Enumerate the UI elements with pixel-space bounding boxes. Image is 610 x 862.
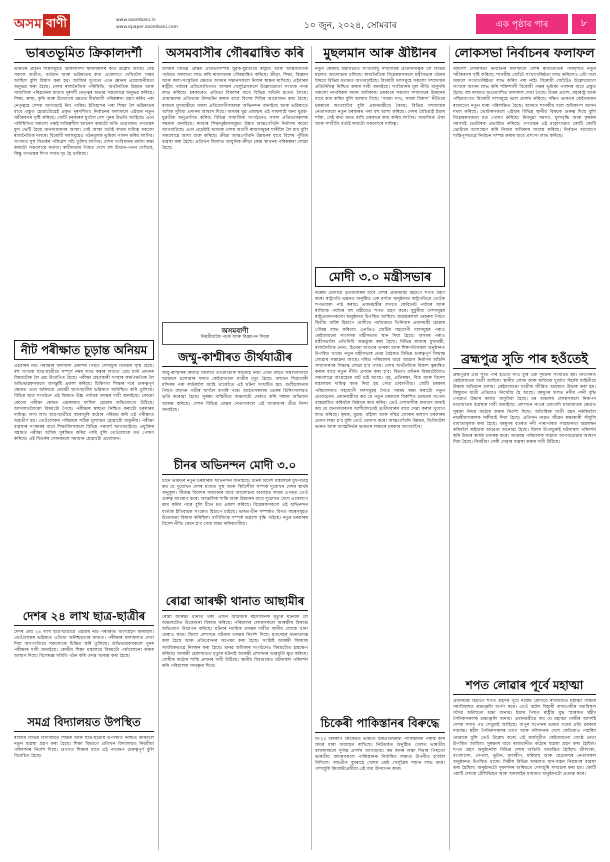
- article-body: অষ্টাদশ লোকসভা নিৰ্বাচনৰ ফলাফলে দেশৰ ৰাজনৈতিক পৰিদৃশ্যত নতুন সমীকৰণৰ সৃষ্টি কৰিছে। শাসকীয় জোঁটে সংখ্যাগৰিষ্ঠতা লাভ কৰিলেও এটা দলে অকলে সংখ্যাগৰিষ্ঠতা লাভ কৰিব পৰা নাই। বিৰোধী জোঁটেও উল্লেখযোগ্য সংখ্যক আসন লাভ কৰি শক্তিশালী বিৰোধী পক্ষৰ ভূমিকা পালনৰ বাবে প্ৰস্তুত হৈছে। বহু ৰাজ্যত অপ্ৰত্যাশিত ফলাফল দেখা গৈছে। উত্তৰ প্ৰদেশ, মহাৰাষ্ট্ৰ আৰু পশ্চিমবংগত বিৰোধী দলসমূহে ভাল প্ৰদৰ্শন কৰিছে। দক্ষিণ ভাৰতৰ কেইখনমান ৰাজ্যতো নতুন ধাৰা পৰিলক্ষিত হৈছে। অসমত শাসকীয় দলে অধিকাংশ আসন দখল কৰিছে। ভোটাৰসকলে এইবাৰ বিভিন্ন স্থানীয় বিষয়ক গুৰুত্ব দিছে বুলি বিশ্লেষকসকলে মত পোষণ কৰিছে। নিবনুৱা সমস্যা, মূল্যবৃদ্ধি আৰু কৃষকৰ সমস্যাই ভোটাৰক প্ৰভাৱিত কৰিছে। গণতন্ত্ৰৰ এই মহোৎসৱত কোটি কোটি ভোটাৰে অংশগ্ৰহণ কৰি নিজৰ অধিকাৰ সাব্যস্ত কৰিছে। নিৰ্বাচন আয়োগে শান্তিপূৰ্ণভাৱে নিৰ্বাচন সম্পন্ন কৰাৰ বাবে প্ৰশংসা লাভ কৰিছে।: [453, 67, 596, 140]
- headline[interactable]: জম্মু-কাশ্মীৰত তীৰ্থযাত্ৰীৰ: [162, 350, 308, 367]
- headline[interactable]: লোকসভা নিৰ্বাচনৰ ফলাফল: [453, 46, 596, 63]
- article-body: ৰোৱা আৰক্ষী থানাত থকা এজন আচামীৰ ৰহস্যজনক মৃত্যুৰ ঘটনাক লৈ অঞ্চলটোত উত্তেজনা বিৰাজ কৰিছে। পৰিয়ালৰ লোকসকলে আৰক্ষীৰ বিৰুদ্ধে অভিযোগ উত্থাপন কৰিছে। ঘটনাৰ ন্যায়িক তদন্তৰ দাবীত স্থানীয় লোকে থানা ঘেৰাও কৰে। জিলা প্ৰশাসনে ঘটনাৰ তদন্তৰ নিৰ্দেশ দিছে। মৃতদেহৰ ময়নাতদন্ত কৰা হৈছে আৰু প্ৰতিবেদনৰ অপেক্ষা কৰা হৈছে। সংশ্লিষ্ট আৰক্ষী বিষয়াক সাময়িকভাৱে নিলম্বন কৰা হৈছে। মানৱ অধিকাৰ সংগঠনেও বিষয়টোত হস্তক্ষেপ কৰিছে। আৰক্ষী হেফাজতত মৃত্যুৰ ঘটনাই আৰক্ষী প্ৰশাসনৰ ভাৱমূৰ্তি ক্ষুণ্ণ কৰিছে। দোষীক কঠোৰ শাস্তি প্ৰদানৰ দাবী উঠিছে। স্থানীয় বিধায়কেও ঘটনাস্থল পৰিদৰ্শন কৰি পৰিয়ালক সান্ত্বনা দিয়ে।: [162, 615, 308, 669]
- article-body: ব্ৰহ্মপুত্ৰৰ এটা সুঁতি পাৰ হওঁতে নাও বুৰি এক দুৰ্ঘটনা সংঘটিত হয়। নাওখনত কেইবাজনো যাত্ৰী আছিল। স্থানীয় লোক আৰু ৰাজ্যিক দুৰ্যোগ সঁহাৰি বাহিনীয়ে উদ্ধাৰ অভিযান চলায়। কেইবাজনো যাত্ৰীক জীৱিত অৱস্থাত উদ্ধাৰ কৰা হয়। কিছুমান যাত্ৰী এতিয়াও নিখোঁজ হৈ আছে। বৰষুণৰ ফলত নদীৰ পানী বৃদ্ধি পোৱাত উদ্ধাৰ কাৰ্যত অসুবিধা হৈছে। চৰ অঞ্চলৰ লোকসকলে নিৰাপদ যাতায়াতৰ ব্যৱস্থাৰ দাবী জনাইছে। প্ৰশাসনে নাওৰ যোগেদি যাতায়াতৰ ক্ষেত্ৰত সুৰক্ষা নিয়ম কঠোৰ কৰাৰ নিৰ্দেশ দিছে। অতিৰিক্ত যাত্ৰী বহন নকৰিবলৈ নাৱৰীয়াসকলক সকীয়াই দিয়া হৈছে। প্ৰতিখন নাৱত জীৱন ৰক্ষাকাৰী সঁজুলি বাধ্যতামূলক কৰা হৈছে। বৰষুণৰ বতৰত নদী পাৰাপাৰত সাৱধানতা অৱলম্বন কৰিবলৈ ৰাইজক আহ্বান জনোৱা হৈছে। জিলা উপায়ুক্তই ঘটনাস্থল পৰিদৰ্শন কৰি উদ্ধাৰ কাৰ্যৰ তদাৰক কৰে। আক্ৰান্ত পৰিয়ালক সাহায্য আগবঢ়োৱাৰ আশ্বাস দিয়া হৈছে। নিয়মীয়া ফেৰী সেৱাৰ ব্যৱস্থা কৰাৰ দাবী উঠিছে।: [453, 373, 596, 446]
- headline[interactable]: মুছলমান আৰু খ্ৰীষ্টানৰ: [315, 46, 445, 63]
- advertisement[interactable]: [162, 322, 308, 345]
- page-label-banner: এক পৃষ্ঠাৰ পাৰ: [476, 14, 568, 34]
- masthead: [14, 14, 596, 36]
- article-body: নতুন কেন্দ্ৰীয় মন্ত্ৰীসভাত সংখ্যালঘু সম্প্ৰদায়ৰ প্ৰতিনিধিত্বক লৈ বিভিন্ন মহলত আলোচনা চলিছে। ৰাজনৈতিক বিশ্লেষকসকলে মন্ত্ৰীসভাৰ গঠনৰ বিষয়ে বিভিন্ন মতামত আগবঢ়াইছে। বিৰোধী দলসমূহে সকলো সম্প্ৰদায়ৰ প্ৰতিনিধিত্ব নিশ্চিত কৰাৰ দাবী জনাইছে। সংবিধানৰ মূল নীতি অনুসৰি সকলো নাগৰিকৰ সমান অধিকাৰ। চৰকাৰে সকলো সম্প্ৰদায়ৰ উন্নয়নৰ বাবে কাম কৰিব বুলি আশ্বাস দিছে। ‘সবকা সাথ, সবকা বিকাশ’ নীতিৰে চৰকাৰে আগবাঢ়িব বুলি প্ৰধানমন্ত্ৰীয়ে কৈছে। বিভিন্ন সম্প্ৰদায়ৰ নেতাসকলে নতুন চৰকাৰৰ পৰা বহু আশা কৰিছে। দেশৰ বৈচিত্ৰ্যই ইয়াৰ শক্তি, সেই কথা মনত ৰাখি চৰকাৰে কাম কৰিব লাগিব। সামাজিক ঐক্য আৰু সম্প্ৰীতি বৰ্তাই ৰখাটো সকলোৰে দায়িত্ব।: [315, 67, 445, 127]
- headline[interactable]: দেশৰ ২৪ লাখ ছাত্ৰ-ছাত্ৰীৰ: [14, 609, 154, 626]
- column-3: [315, 46, 445, 850]
- logo-text-a: অসম: [14, 16, 42, 32]
- headline[interactable]: শপত লোৱাৰ পূৰ্বে মহাত্মা: [453, 678, 596, 695]
- article-body: অসমৰ বিভিন্ন প্ৰান্তৰ প্ৰতিভাসম্পন্ন যুৱক-যুৱতীয়ে ৰাষ্ট্ৰীয় আৰু আন্তৰ্জাতিক পৰ্যায়ত সফলতা লাভ কৰি ৰাজ্যখনক গৌৰৱান্বিত কৰিছে। ক্ৰীড়া, শিক্ষা, বিজ্ঞান আৰু কলা-সংস্কৃতিৰ ক্ষেত্ৰত অসমৰ সন্তানসকলে নিজৰ স্বাক্ষৰ ৰাখিছে। এইবাৰৰ ৰাষ্ট্ৰীয় পৰ্যায়ৰ প্ৰতিযোগিতাত অসমৰ খেলুৱৈসকলে উল্লেখযোগ্য সংখ্যক পদক লাভ কৰিছে। চৰকাৰেও প্ৰতিভা বিকাশৰ বাবে বিভিন্ন আঁচনি হাতত লৈছে। গ্ৰামাঞ্চলৰ প্ৰতিভাক উদঘাটন কৰাৰ বাবে বিশেষ শিবিৰ আয়োজন কৰা হৈছে। ৰাজ্যৰ মুখ্যমন্ত্ৰীয়ে সফল প্ৰতিযোগীসকলক অভিনন্দন জনাইছে আৰু ভৱিষ্যতে অধিক সুবিধা প্ৰদানৰ আশ্বাস দিছে। অসমৰ যুৱ প্ৰজন্মৰ এই সাফল্যই অন্য যুৱক-যুৱতীক অনুপ্ৰাণিত কৰিব। বিভিন্ন সামাজিক সংগঠনেও সফল প্ৰতিভাসকলক সম্বৰ্ধনা জনাইছে। ৰাজ্যৰ শিক্ষানুষ্ঠানসমূহত উন্নত আন্তঃগাঁথনি নিৰ্মাণৰ কামো আগবাঢ়িছে। এনে প্ৰচেষ্টাই অসমক দেশৰ অগ্ৰণী ৰাজ্যসমূহৰ শাৰীলৈ লৈ যাব বুলি সকলোৱে আশা ব্যক্ত কৰিছে। ক্ৰীড়া আন্তঃগাঁথনি উন্নয়নৰ বাবে বিশেষ পুঁজিৰ ব্যৱস্থা কৰা হৈছে। প্ৰতিখন জিলাত আধুনিক ক্ৰীড়া কেন্দ্ৰ স্থাপনৰ পৰিকল্পনা লোৱা হৈছে।: [162, 67, 308, 152]
- headline[interactable]: চিকেৰী পাকিস্তানৰ বিৰুদ্ধে: [315, 716, 445, 733]
- column-divider: [311, 46, 312, 850]
- column-divider: [158, 46, 159, 850]
- headline[interactable]: নীট পৰীক্ষাত চূড়ান্ত অনিয়ম: [14, 340, 154, 360]
- article-body: চীনে ভাৰতৰ নতুন চৰকাৰক অভিনন্দন জনাইছে। চীনৰ বিদেশ মন্ত্ৰালয়ৰ মুখপাত্ৰই কয় যে দুয়োখন দেশৰ মাজত সুস্থ আৰু স্থিতিশীল সম্পৰ্ক দুয়োখন দেশৰ স্বাৰ্থৰ অনুকূল। সীমান্ত বিবাদৰ সমাধানৰ বাবে আলোচনা অব্যাহত ৰখাৰ ওপৰত তেওঁ গুৰুত্ব আৰোপ কৰে। আঞ্চলিক শান্তি আৰু উন্নয়নৰ বাবে দুয়োখন দেশে একেলগে কাম কৰিব পাৰে বুলি চীনে মত প্ৰকাশ কৰিছে। বিশ্লেষকসকলে এই অভিনন্দন বাৰ্তাক ইতিবাচক সংকেত হিচাপে চাইছে। ভাৰত-চীন সম্পৰ্কত বিগত বছৰসমূহত উত্তেজনা বিৰাজ কৰিছিল। বাণিজ্যিক সম্পৰ্ক অৱশ্যে বৃদ্ধি পাইছে। নতুন চৰকাৰৰ বিদেশ নীতি কেনে হ'ব সেয়া লক্ষ্য কৰিবলগীয়া।: [162, 479, 308, 527]
- article-body: ভাৰতৰ প্ৰাচীন শাস্ত্ৰসমূহত ক্রিকালদর্শী ঋষিসকলৰ কথা উল্লেখ আছে। সেই সকলে অতীত, বৰ্তমান আৰু ভৱিষ্যতৰ কথা একেলগে দেখিবলৈ সক্ষম আছিল বুলি বিশ্বাস কৰা হয়। আজিৰ যুগতো এনে জ্ঞানৰ প্ৰয়োজনীয়তা অনুভৱ কৰা হৈছে। দেশৰ ৰাজনৈতিক পৰিস্থিতি, অৰ্থনৈতিক উন্নয়ন আৰু সামাজিক পৰিৱৰ্তনৰ মাজত দূৰদৰ্শী নেতৃত্বৰ অভাৱ সকলোৱে অনুভৱ কৰিছে। শিক্ষা, স্বাস্থ্য, কৃষি আৰু উদ্যোগৰ ক্ষেত্ৰত দীৰ্ঘম্যাদী পৰিকল্পনা গ্ৰহণ কৰিব পৰা নেতৃত্বহে দেশক আগবঢ়াই নিব পাৰিব। ইতিহাসৰ পৰা শিক্ষা লৈ ভৱিষ্যতৰ বাবে প্ৰস্তুত হোৱাটোৱেই প্ৰকৃত দূৰদৰ্শিতা। নিৰ্বাচনৰ ফলাফলে এইবাৰ নতুন সমীকৰণৰ সৃষ্টি কৰিছে। জোঁট চৰকাৰৰ যুগলৈ দেশ পুনৰ উভতি আহিছে। এনে পৰিস্থিতিত সকলো পক্ষই দায়িত্বশীল আচৰণ কৰাটো অতি প্ৰয়োজন। গণতন্ত্ৰৰ মূল ভেটি হৈছে জনসাধাৰণৰ আস্থা। সেই আস্থা বৰ্তাই ৰখাৰ দায়িত্ব সকলো ৰাজনৈতিক দলৰে। বিৰোধী দলসমূহেও গঠনমূলক ভূমিকা পালন কৰিব লাগিব। সংসদত সুস্থ বিতৰ্কৰ পৰিৱেশ গঢ়ি তুলিব লাগিব। দেশৰ সংবিধানৰ মৰ্যাদা ৰক্ষা কৰাটো সকলোৰে কৰ্তব্য। স্বাধীনতাৰ পিছত দেশে বহু উত্থান-পতন দেখিছে, কিন্তু গণতন্ত্ৰৰ শিপা সদায় দৃঢ় হৈ থাকিছে।: [14, 67, 154, 158]
- logo-text-b: বাণী: [43, 14, 70, 36]
- headline[interactable]: মোদী ৩.০ মন্ত্ৰীসভাৰ: [315, 267, 445, 287]
- headline[interactable]: সমগ্ৰ বিদ্যালয়ত উপস্থিত: [14, 715, 154, 732]
- headline[interactable]: অসমবাসীৰ গৌৰৱান্বিত কৰি: [162, 46, 308, 63]
- article-body: টি-২০ বিশ্বকাপ ক্ৰিকেটত ভাৰতে চিৰপ্ৰতিদ্বন্দ্বী পাকিস্তানক পৰাস্ত কৰি জয়ৰ ধাৰা অব্যাহত ৰাখিছে। নিউয়ৰ্কত অনুষ্ঠিত খেলত ভাৰতীয় বলাৰসকলে দুৰ্দান্ত প্ৰদৰ্শন আগবঢ়ায়। কম ৰানৰ লক্ষ্য দিয়াৰ পিছতো ভাৰতীয় বলাৰসকলে পাকিস্তানক নিৰ্ধাৰিত লক্ষ্যত উপনীত হ'বলৈ নিদিলে। জছপ্ৰীত বুমৰাহে খেলৰ শ্ৰেষ্ঠ খেলুৱৈৰ সন্মান লাভ কৰে। দেশজুৰি ক্ৰিকেটপ্ৰেমীয়ে এই জয় উদযাপন কৰে।: [315, 737, 445, 773]
- article-body: প্ৰধানমন্ত্ৰী হিচাপে শপত গ্ৰহণৰ পূৰ্বে নৰেন্দ্ৰ মোদীয়ে ৰাজঘাটত মহাত্মা গান্ধীৰ সমাধিস্থলত শ্ৰদ্ধাঞ্জলি অৰ্পণ কৰে। তেওঁ অটল বিহাৰী বাজপেয়ীৰ সমাধিস্থল সদৈৱ অটলতো শ্ৰদ্ধা জনায়। ইয়াৰ পিছত ৰাষ্ট্ৰীয় যুদ্ধ স্মাৰকত শ্বহীদ সৈনিকসকলক শ্ৰদ্ধাঞ্জলি জনায়। প্ৰধানমন্ত্ৰীয়ে কয় যে মহাত্মা গান্ধীৰ আদৰ্শই দেশক সদায় পথ দেখুৱাই আহিছে। বাপুৰ সপোনৰ ভাৰত গঢ়াৰ প্ৰতি চৰকাৰ দায়বদ্ধ। শ্বহীদ সৈনিকসকলৰ ত্যাগ আৰু বলিদানক দেশে কেতিয়াও পাহৰিব নোৱাৰে বুলি তেওঁ উল্লেখ কৰে। এই কাৰ্যসূচীত কেইবাজনো জ্যেষ্ঠ নেতা উপস্থিত আছিল। সুৰক্ষাৰ বাবে ৰাজধানীত কঠোৰ ব্যৱস্থা গ্ৰহণ কৰা হৈছিল। শপত গ্ৰহণ অনুষ্ঠানলৈ বিভিন্ন দেশৰ অতিথি আমন্ত্ৰিত হৈছিল। শ্ৰীলংকা, বাংলাদেশ, নেপাল, ভূটান, মালদ্বীপ, মৰিছাছ আৰু ছেচেলছৰ নেতাসকল অনুষ্ঠানত উপস্থিত থাকে। দিল্লীৰ বিভিন্ন অঞ্চলত যান-বাহন নিয়ন্ত্ৰণৰ ব্যৱস্থা কৰা হৈছিল। অনুষ্ঠানটো দূৰদৰ্শনৰ জৰিয়তে দেশজুৰি সম্প্ৰচাৰ কৰা হয়। কোটি কোটি লোকে টেলিভিছন আৰু অনলাইন মাধ্যমত অনুষ্ঠানটো প্ৰত্যক্ষ কৰে।: [453, 699, 596, 778]
- masthead-divider: [14, 39, 596, 40]
- column-divider: [449, 46, 450, 850]
- website-links: [116, 17, 178, 31]
- ad-line: নিয়মীয়াকৈ পঢ়ক আৰু বিজ্ঞাপন দিয়ক: [200, 335, 270, 340]
- article-body: নৰেন্দ্ৰ মোদীয়ে তৃতীয়বাৰৰ বাবে দেশৰ প্ৰধানমন্ত্ৰী হিচাপে শপত গ্ৰহণ কৰে। ৰাষ্ট্ৰপতি ভৱনত অনুষ্ঠিত এক বৰ্ণাঢ্য অনুষ্ঠানত ৰাষ্ট্ৰপতিয়ে তেওঁক শপতবাক্য পাঠ কৰায়। প্ৰধানমন্ত্ৰীৰ লগতে কেবিনেট পৰ্যায়ৰ আৰু ৰাজ্যিক পৰ্যায়ৰ বহু মন্ত্ৰীয়েও শপত গ্ৰহণ কৰে। ছুবুৰীয়া দেশসমূহৰ ৰাষ্ট্ৰপ্ৰধানসকলো অনুষ্ঠানত উপস্থিত আছিল। জৱাহৰলাল নেহৰুৰ পিছত দ্বিতীয় ব্যক্তি হিচাপে মোদীয়ে পৰ্যায়ক্ৰমে তিনিবাৰ প্ৰধানমন্ত্ৰী হোৱাৰ গৌৰৱ লাভ কৰিলে। এনডিএ জোঁটৰ সহযোগী দলসমূহৰ পৰাও কেইবাজনো সাংসদক মন্ত্ৰীসভাত স্থান দিয়া হৈছে। অসমৰ পৰাও মন্ত্ৰীসভালৈ প্ৰতিনিধি অন্তৰ্ভুক্ত কৰা হৈছে। বিভিন্ন ৰাজ্যৰ মুখ্যমন্ত্ৰী, ৰাজনৈতিক নেতা, চিনেমা জগতৰ তাৰকা আৰু শিল্পপতিসকল অনুষ্ঠানত উপস্থিত থাকে। নতুন মন্ত্ৰীসভাৰ প্ৰথম বৈঠকত বিভিন্ন গুৰুত্বপূৰ্ণ সিদ্ধান্ত লোৱাৰ সম্ভাৱনা আছে। দৰিদ্ৰ পৰিয়ালৰ বাবে আৱাস নিৰ্মাণৰ আঁচনি সম্প্ৰসাৰণৰ সিদ্ধান্ত লোৱা হ'ব পাৰে। দেশৰ অৰ্থনৈতিক বিকাশ ত্বৰান্বিত কৰাৰ বাবে নতুন নীতি প্ৰণয়ন কৰা হ'ব। বিভাগ বণ্টনৰ বিষয়টোলৈও সকলোৱে আগ্ৰহেৰে বাট চাই আছে। গৃহ, প্ৰতিৰক্ষা, বিত্ত আৰু বিদেশ মন্ত্ৰালয়ৰ দায়িত্ব কাক দিয়া হয় সেয়া চাবলগীয়া। জোঁট চৰকাৰ পৰিচালনাত সহযোগী দলসমূহৰ সৈতে সমন্বয় ৰক্ষা কৰাটো নতুন প্ৰত্যাহ্বান। প্ৰধানমন্ত্ৰীয়ে কয় যে নতুন চৰকাৰে বিকশিত ভাৰতৰ সপোন বাস্তৱায়িত কৰিবলৈ নিষ্ঠাৰে কাম কৰিব। তেওঁ দেশবাসীক ধন্যবাদ জনাই কয় যে জনসাধাৰণৰ আশীৰ্বাদতেই তৃতীয়বাৰৰ বাবে সেৱা কৰাৰ সুযোগ লাভ কৰিছে। কৃষক, যুৱক, মহিলা আৰু দৰিদ্ৰ লোকৰ কল্যাণ চৰকাৰৰ প্ৰধান লক্ষ্য হ'ব বুলি তেওঁ ঘোষণা কৰে। আন্তঃগাঁথনি উন্নয়ন, ডিজিটেল ভাৰত আৰু আত্মনিৰ্ভৰ ভাৰতৰ লক্ষ্যৰে চৰকাৰ আগবাঢ়িব।: [315, 291, 445, 431]
- column-2: [162, 46, 308, 850]
- website-link[interactable]: www.asombani.in: [116, 18, 156, 23]
- headline[interactable]: ভাৰতভূমিত ক্রিকালদর্শী: [14, 46, 154, 63]
- column-1: [14, 46, 154, 850]
- column-4: [453, 46, 596, 850]
- headline[interactable]: ৰোৱা আৰক্ষী থানাত আছামীৰ: [162, 594, 308, 611]
- article-body: দেশৰ প্ৰায় ২৪ লাখ ছাত্ৰ-ছাত্ৰীয়ে এইবাৰ নীট পৰীক্ষাত অংশগ্ৰহণ কৰিছিল। তেওঁলোকৰ ভৱিষ্যত এতিয়া অনিশ্চয়তাৰ মাজত। পৰীক্ষাৰ ফলাফলত দেখা দিয়া অসংগতিয়ে সকলোকে চিন্তিত কৰি তুলিছে। অভিভাৱকসকলে পুনৰ পৰীক্ষাৰ দাবী জনাইছে। কেন্দ্ৰীয় শিক্ষা মন্ত্ৰালয়ে বিষয়টো পৰ্যালোচনা কৰাৰ আশ্বাস দিছে। বিশেষজ্ঞ সমিতি গঠন কৰি তদন্ত আৰম্ভ কৰা হৈছে।: [14, 630, 154, 660]
- newspaper-logo[interactable]: [14, 14, 70, 36]
- headline[interactable]: চীনৰ অভিনন্দন মোদী ৩.০: [162, 458, 308, 475]
- headline[interactable]: ব্ৰহ্মপুত্ৰ সুতি পাৰ হওঁতেই: [453, 352, 596, 369]
- article-body: এইবাৰৰ নীট পৰীক্ষাৰ ফলাফল প্ৰকাশৰ পিছত দেশজুৰি বিতৰ্কৰ সৃষ্টি হৈছে। বহু সংখ্যক ছাত্ৰ-ছাত্ৰীয়ে সম্পূৰ্ণ নম্বৰ লাভ কৰাৰ লগতে গ্ৰেচ মাৰ্ক প্ৰদানৰ বিষয়টোক লৈ প্ৰশ্ন উত্থাপিত হৈছে। পৰীক্ষা গ্ৰহণকাৰী সংস্থাৰ কাৰ্যপদ্ধতিক লৈ অভিভাৱকসকলে অসন্তুষ্টি প্ৰকাশ কৰিছে। চিকিৎসা শিক্ষাৰ দৰে গুৰুত্বপূৰ্ণ ক্ষেত্ৰত এনে অনিয়মে মেধাৱী ছাত্ৰ-ছাত্ৰীৰ ভৱিষ্যত অনিশ্চিত কৰি তুলিছে। বিভিন্ন ছাত্ৰ সংগঠনে এই বিষয়ত উচ্চ পৰ্যায়ৰ তদন্তৰ দাবী জনাইছে। কোনো কোনো পৰীক্ষা কেন্দ্ৰত প্ৰশ্নকাকত ফাদিল হোৱাৰ অভিযোগো উঠিছে। আদালতলৈকো বিষয়টো গৈছে। পৰীক্ষাৰ স্বচ্ছতা নিশ্চিত কৰাটো চৰকাৰৰ দায়িত্ব। লাখ লাখ ছাত্ৰ-ছাত্ৰীয়ে বছৰজুৰি কঠোৰ পৰিশ্ৰম কৰি এই পৰীক্ষাত অৱতীৰ্ণ হয়। তেওঁলোকৰ পৰিশ্ৰমৰ সঠিক মূল্যায়ন হোৱাটো বাঞ্ছনীয়। পৰীক্ষা ব্যৱস্থাৰ সংস্কাৰৰ বাবে শিক্ষাবিদসকলে বিভিন্ন পৰামৰ্শ আগবঢ়াইছে। প্ৰযুক্তিৰ সহায়ত পৰীক্ষা অধিক সুৰক্ষিত কৰিব পাৰি বুলি তেওঁলোকে মত পোষণ কৰিছে। এই বিতৰ্কৰ সোনকালে সমাধান হোৱাটো প্ৰয়োজন।: [14, 364, 154, 443]
- article-body: ৰাজ্যৰ বিভিন্ন বিদ্যালয়ত শিক্ষক আৰু ছাত্ৰ-ছাত্ৰীৰ উপস্থিতি নিশ্চিত কৰিবলৈ নতুন ব্যৱস্থা গ্ৰহণ কৰা হৈছে। শিক্ষা বিভাগে প্ৰতিখন বিদ্যালয়ত নিয়মীয়া পৰিদৰ্শনৰ নিৰ্দেশ দিছে। গুণগত শিক্ষাৰ বাবে এই পদক্ষেপ গুৰুত্বপূৰ্ণ বুলি বিবেচিত হৈছে।: [14, 736, 154, 760]
- issue-date: ১০ জুন, ২০২৪, সোমবাৰ: [304, 21, 397, 31]
- epaper-link[interactable]: www.epaper.asombani.com: [116, 25, 178, 30]
- ad-title: অসমবাণী: [221, 326, 249, 335]
- article-body: জম্মু-কাশ্মীৰৰ ৰিয়াচি জিলাত তীৰ্থযাত্ৰীক কঢ়িয়াই নিয়া এখন বাছত সন্ত্ৰাসবাদীয়ে আক্ৰমণ চলোৱাৰ ফলত কেইবাজনো যাত্ৰীৰ মৃত্যু হৈছে। বাছখন শিৱখোৰী মন্দিৰৰ পৰা কাটৰালৈ আহি থাকোঁতে এই ঘটনা সংঘটিত হয়। গুলীচালনাৰ পিছত বাছখন গভীৰ খাদলৈ বাগৰি পৰে। আহতসকলক ওচৰৰ চিকিৎসালয়ত ভৰ্তি কৰোৱা হৈছে। সুৰক্ষা বাহিনীয়ে অঞ্চলটো ঘেৰাও কৰি সন্ধান অভিযান আৰম্ভ কৰিছে। দেশৰ বিভিন্ন প্ৰান্তৰ নেতাসকলে এই আক্ৰমণৰ তীব্ৰ নিন্দা জনাইছে।: [162, 371, 308, 413]
- page-number: ৮: [572, 14, 596, 34]
